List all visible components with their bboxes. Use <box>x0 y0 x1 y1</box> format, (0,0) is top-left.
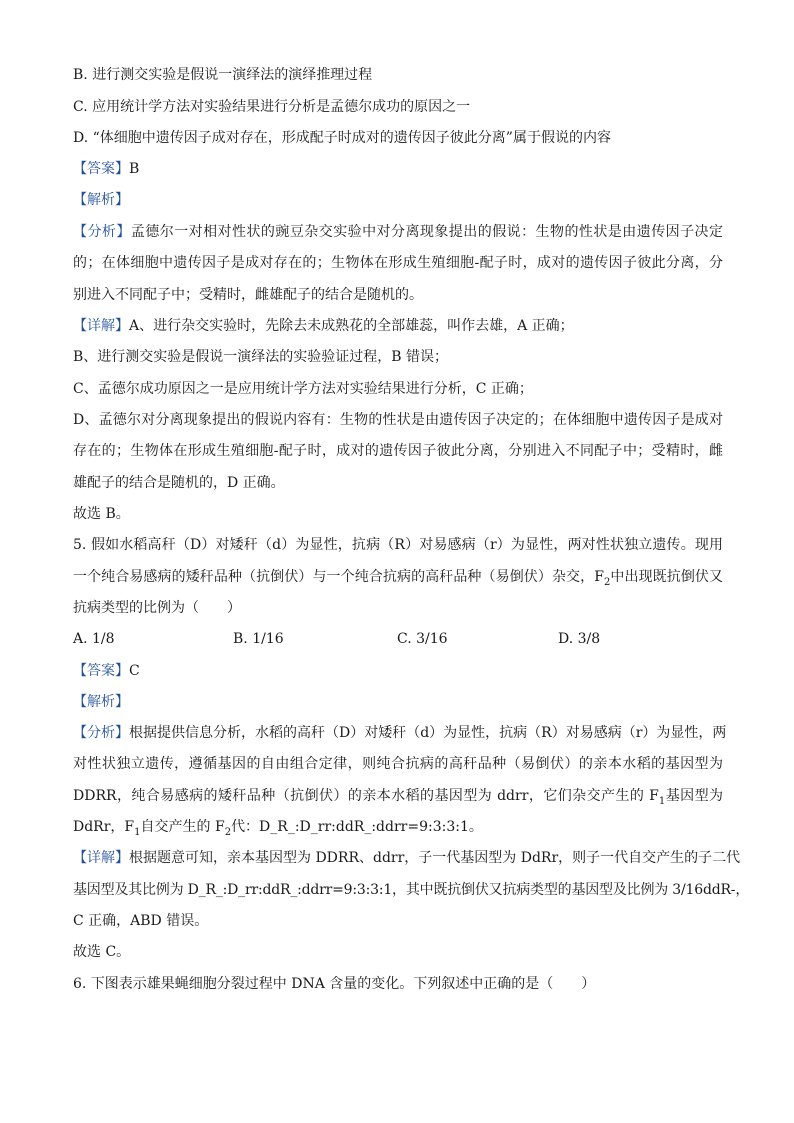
xiangjie-text: A、进行杂交实验时，先除去未成熟花的全部雄蕊，叫作去雄，A 正确； <box>129 318 574 334</box>
q4-option-b: B. 进行测交实验是假说一演绎法的演绎推理过程 <box>73 67 373 83</box>
q5-option-c: C. 3/16 <box>397 631 448 647</box>
q4-xiangjie-a <box>73 316 574 336</box>
fenxi-text: 自交产生的 F <box>140 819 225 835</box>
q4-answer <box>73 159 139 179</box>
subscript: 1 <box>658 795 666 807</box>
q6-stem: 6. 下图表示雄果蝇细胞分裂过程中 DNA 含量的变化。下列叙述中正确的是（ ） <box>73 976 596 992</box>
fenxi-tag: 【分析】 <box>73 725 129 741</box>
q5-xiangjie-line-1 <box>73 848 741 868</box>
fenxi-text: 基因型为 <box>665 788 724 804</box>
answer-value: C <box>129 663 140 679</box>
subscript: 2 <box>603 576 611 588</box>
subscript: 1 <box>134 826 141 838</box>
stem-text: 中出现既抗倒伏又 <box>610 569 724 585</box>
q5-option-a: A. 1/8 <box>73 631 115 647</box>
subscript: 2 <box>224 826 232 838</box>
q5-fenxi-line-1 <box>73 723 727 743</box>
q4-xiangjie-d-3: 雄配子的结合是随机的，D 正确。 <box>73 475 285 491</box>
q4-xiangjie-d-1: D、孟德尔对分离现象提出的假说内容有：生物的性状是由遗传因子决定的；在体细胞中遗传因子是成对 <box>73 412 723 428</box>
q4-fenxi-line-3: 别进入不同配子中；受精时，雌雄配子的结合是随机的。 <box>73 287 423 303</box>
q5-xiangjie-line-3: C 正确，ABD 错误。 <box>73 913 209 929</box>
xiangjie-tag: 【详解】 <box>73 318 129 334</box>
q5-stem-line-1: 5. 假如水稻高秆（D）对矮秆（d）为显性，抗病（R）对易感病（r）为显性，两对性状独立遗传。现用 <box>73 537 723 553</box>
q5-fenxi-line-3 <box>73 786 723 806</box>
q4-xiangjie-d-2: 存在的；生物体在形成生殖细胞-配子时，成对的遗传因子彼此分离，分别进入不同配子中；受精时，雌 <box>73 443 723 459</box>
q4-xiangjie-c: C、孟德尔成功原因之一是应用统计学方法对实验结果进行分析，C 正确； <box>73 381 533 397</box>
q5-fenxi-line-4 <box>73 817 483 837</box>
q5-final-answer: 故选 C。 <box>73 944 131 960</box>
fenxi-text: DDRR，纯合易感病的矮秆品种（抗倒伏）的亲本水稻的基因型为 ddrr，它们杂交产生的 F <box>73 788 659 804</box>
fenxi-text: DdRr，F <box>73 819 135 835</box>
q5-answer <box>73 661 140 681</box>
fenxi-text: 孟德尔一对相对性状的豌豆杂交实验中对分离现象提出的假说：生物的性状是由遗传因子决定 <box>130 224 724 240</box>
q4-xiangjie-b: B、进行测交实验是假说一演绎法的实验验证过程，B 错误； <box>73 349 449 365</box>
q4-option-c: C. 应用统计学方法对实验结果进行分析是孟德尔成功的原因之一 <box>73 99 471 115</box>
answer-tag: 【答案】 <box>73 663 129 679</box>
q5-option-b: B. 1/16 <box>233 631 284 647</box>
xiangjie-tag: 【详解】 <box>73 850 129 866</box>
q4-fenxi-line-1 <box>73 222 723 242</box>
q5-stem-line-3: 抗病类型的比例为（ ） <box>73 600 241 616</box>
q5-stem-line-2 <box>73 567 723 587</box>
q4-final-answer: 故选 B。 <box>73 506 130 522</box>
fenxi-tag: 【分析】 <box>73 224 131 240</box>
q4-analysis-tag: 【解析】 <box>73 192 129 208</box>
q5-analysis-tag: 【解析】 <box>73 694 129 710</box>
answer-tag: 【答案】 <box>73 161 129 177</box>
stem-text: 一个纯合易感病的矮秆品种（抗倒伏）与一个纯合抗病的高秆品种（易倒伏）杂交，F <box>73 569 604 585</box>
answer-value: B <box>129 161 140 177</box>
fenxi-text: 根据提供信息分析，水稻的高秆（D）对矮秆（d）为显性，抗病（R）对易感病（r）为显性，两 <box>129 725 727 741</box>
q4-option-d: D. “体细胞中遗传因子成对存在，形成配子时成对的遗传因子彼此分离”属于假说的内容 <box>73 130 611 146</box>
q5-fenxi-line-2: 对性状独立遗传，遵循基因的自由组合定律，则纯合抗病的高秆品种（易倒伏）的亲本水稻的基因型为 <box>73 756 723 772</box>
fenxi-text: 代：D_R_:D_rr:ddR_:ddrr=9:3:3:1。 <box>231 819 483 835</box>
q4-fenxi-line-2: 的；在体细胞中遗传因子是成对存在的；生物体在形成生殖细胞-配子时，成对的遗传因子彼此分离，分 <box>73 255 723 271</box>
q5-xiangjie-line-2: 基因型及其比例为 D_R_:D_rr:ddR_:ddrr=9:3:3:1，其中既抗倒伏又抗病类型的基因型及比例为 3/16ddR-， <box>73 882 750 898</box>
xiangjie-text: 根据题意可知，亲本基因型为 DDRR、ddrr，子一代基因型为 DdRr，则子一代自交产生的子二代 <box>129 850 741 866</box>
q5-option-d: D. 3/8 <box>558 631 601 647</box>
